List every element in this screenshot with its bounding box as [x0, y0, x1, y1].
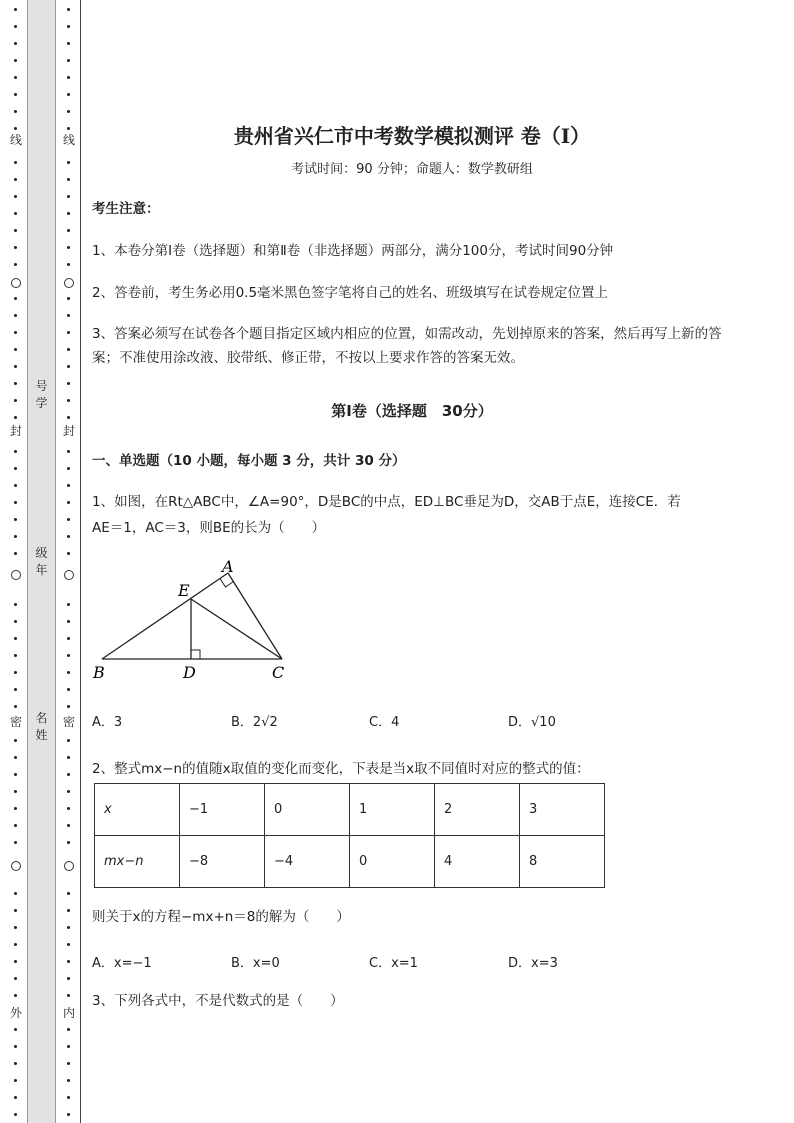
notice-heading: 考生注意： — [92, 201, 160, 217]
binding-dot — [14, 331, 17, 334]
binding-dot — [14, 1028, 17, 1031]
binding-dot — [67, 620, 70, 623]
binding-dot — [67, 484, 70, 487]
binding-dot — [67, 246, 70, 249]
binding-dot — [14, 1096, 17, 1099]
binding-dot — [67, 926, 70, 929]
binding-dot — [67, 25, 70, 28]
binding-dot — [67, 161, 70, 164]
binding-dot — [14, 382, 17, 385]
binding-dot — [67, 331, 70, 334]
binding-dot — [14, 467, 17, 470]
binding-dot — [67, 110, 70, 113]
segment-ec — [191, 599, 282, 659]
name-label: 名姓 — [35, 711, 48, 742]
question-1-option-b[interactable]: B．2√2 — [231, 715, 278, 730]
binding-dot — [67, 1028, 70, 1031]
seal-char: 封 — [62, 424, 75, 438]
part-heading: 一、单选题（10 小题，每小题 3 分，共计 30 分） — [92, 453, 406, 469]
value-table — [94, 783, 605, 888]
binding-dot — [14, 943, 17, 946]
segment-ba — [102, 573, 228, 659]
binding-dot — [67, 127, 70, 130]
question-2-followup: 则关于x的方程−mx+n＝8的解为（ ） — [92, 909, 350, 925]
binding-circle — [11, 570, 21, 580]
binding-dot — [67, 365, 70, 368]
binding-dot — [14, 76, 17, 79]
binding-dot — [67, 671, 70, 674]
binding-dot — [67, 518, 70, 521]
binding-dot — [67, 790, 70, 793]
binding-dot — [14, 892, 17, 895]
binding-dot — [14, 484, 17, 487]
student-info-band — [27, 0, 56, 1123]
binding-dot — [67, 705, 70, 708]
table-cell: 2 — [435, 784, 520, 836]
binding-dot — [67, 773, 70, 776]
seal-char: 密 — [62, 715, 75, 729]
binding-dot — [67, 977, 70, 980]
binding-dot — [14, 824, 17, 827]
binding-dot — [14, 705, 17, 708]
binding-dot — [67, 178, 70, 181]
question-1-stem-cont: AE＝1，AC＝3，则BE的长为（ ） — [92, 520, 326, 536]
binding-dot — [14, 297, 17, 300]
binding-dot — [14, 178, 17, 181]
page-title: 贵州省兴仁市中考数学模拟测评 卷（Ⅰ） — [233, 124, 591, 148]
binding-dot — [67, 552, 70, 555]
question-1-option-a[interactable]: A．3 — [92, 715, 123, 730]
binding-dot — [14, 756, 17, 759]
table-row — [95, 836, 605, 888]
binding-dot — [67, 1113, 70, 1116]
seal-char: 线 — [9, 133, 22, 147]
binding-dot — [14, 807, 17, 810]
binding-dot — [14, 229, 17, 232]
binding-dot — [14, 518, 17, 521]
inner-seal-line — [61, 0, 77, 1123]
binding-dot — [67, 467, 70, 470]
binding-dot — [14, 450, 17, 453]
binding-dot — [14, 603, 17, 606]
table-cell: 0 — [265, 784, 350, 836]
binding-dot — [14, 42, 17, 45]
binding-dot — [67, 654, 70, 657]
binding-circle — [64, 861, 74, 871]
binding-dot — [14, 841, 17, 844]
binding-dot — [14, 365, 17, 368]
seal-char: 外 — [9, 1006, 22, 1020]
binding-dot — [67, 1062, 70, 1065]
binding-circle — [64, 570, 74, 580]
binding-dot — [14, 535, 17, 538]
binding-dot — [67, 739, 70, 742]
binding-dot — [67, 59, 70, 62]
binding-dot — [67, 399, 70, 402]
binding-dot — [67, 603, 70, 606]
student-id-label: 号学 — [35, 379, 48, 410]
label-d: D — [183, 663, 196, 682]
binding-dot — [14, 773, 17, 776]
table-cell: 0 — [350, 836, 435, 888]
binding-dot — [67, 450, 70, 453]
binding-margin — [0, 0, 84, 1123]
binding-dot — [14, 1045, 17, 1048]
binding-dot — [14, 501, 17, 504]
binding-dot — [67, 535, 70, 538]
binding-dot — [14, 110, 17, 113]
right-angle-a — [220, 579, 234, 588]
binding-dot — [14, 1062, 17, 1065]
outer-seal-line — [8, 0, 24, 1123]
binding-dot — [14, 637, 17, 640]
binding-dot — [14, 926, 17, 929]
binding-dot — [67, 93, 70, 96]
binding-dot — [14, 960, 17, 963]
binding-dot — [14, 994, 17, 997]
binding-dot — [67, 824, 70, 827]
question-2-option-b[interactable]: B．x=0 — [231, 956, 280, 971]
binding-dot — [67, 637, 70, 640]
seal-char: 封 — [9, 424, 22, 438]
binding-dot — [14, 654, 17, 657]
question-2-option-a[interactable]: A．x=−1 — [92, 956, 152, 971]
binding-dot — [14, 399, 17, 402]
question-1-option-c[interactable]: C．4 — [369, 715, 400, 730]
segment-ac — [228, 573, 282, 659]
binding-dot — [67, 195, 70, 198]
table-cell: −8 — [180, 836, 265, 888]
binding-dot — [14, 620, 17, 623]
binding-dot — [67, 229, 70, 232]
binding-dot — [67, 807, 70, 810]
binding-dot — [67, 8, 70, 11]
page-subtitle: 考试时间：90 分钟；命题人：数学教研组 — [291, 162, 533, 177]
table-cell: 3 — [520, 784, 605, 836]
table-cell: −4 — [265, 836, 350, 888]
binding-dot — [14, 671, 17, 674]
binding-dot — [67, 263, 70, 266]
binding-dot — [14, 161, 17, 164]
binding-dot — [67, 501, 70, 504]
binding-dot — [67, 756, 70, 759]
binding-dot — [14, 1113, 17, 1116]
label-c: C — [272, 663, 285, 682]
binding-dot — [67, 348, 70, 351]
binding-dot — [67, 892, 70, 895]
binding-dot — [14, 25, 17, 28]
binding-circle — [64, 278, 74, 288]
seal-char: 线 — [62, 133, 75, 147]
binding-dot — [14, 977, 17, 980]
notice-item: 1、本卷分第Ⅰ卷（选择题）和第Ⅱ卷（非选择题）两部分，满分100分，考试时间90分钟 — [92, 243, 614, 259]
binding-dot — [67, 841, 70, 844]
section-title: 第Ⅰ卷（选择题 30分） — [331, 402, 493, 420]
binding-dot — [67, 416, 70, 419]
binding-dot — [67, 688, 70, 691]
binding-dot — [14, 314, 17, 317]
table-cell: x — [95, 784, 180, 836]
binding-dot — [14, 59, 17, 62]
table-cell: 1 — [350, 784, 435, 836]
binding-dot — [67, 1096, 70, 1099]
binding-dot — [67, 76, 70, 79]
binding-dot — [14, 93, 17, 96]
binding-dot — [14, 1079, 17, 1082]
grade-label: 级年 — [35, 546, 48, 577]
binding-dot — [67, 212, 70, 215]
binding-dot — [67, 909, 70, 912]
binding-dot — [67, 382, 70, 385]
binding-dot — [14, 348, 17, 351]
table-row — [95, 784, 605, 836]
label-e: E — [178, 581, 190, 600]
notice-item: 3、答案必须写在试卷各个题目指定区域内相应的位置，如需改动，先划掉原来的答案，然后再写上新的答案；不准使用涂改液、胶带纸、修正带，不按以上要求作答的答案无效。 — [92, 326, 722, 366]
binding-dot — [67, 297, 70, 300]
table-cell: 4 — [435, 836, 520, 888]
question-1-stem: 1、如图，在Rt△ABC中，∠A=90°，D是BC的中点，ED⊥BC垂足为D，交AB于点E，连接CE．若 — [92, 494, 681, 510]
binding-dot — [14, 416, 17, 419]
question-2-option-c[interactable]: C．x=1 — [369, 956, 418, 971]
binding-dot — [14, 739, 17, 742]
right-angle-d — [191, 650, 200, 659]
label-b: B — [93, 663, 105, 682]
binding-dot — [67, 1045, 70, 1048]
binding-dot — [14, 195, 17, 198]
binding-dot — [67, 994, 70, 997]
margin-border-line — [80, 0, 81, 1123]
table-cell: mx−n — [95, 836, 180, 888]
triangle-figure — [92, 555, 302, 685]
binding-dot — [14, 688, 17, 691]
binding-dot — [14, 127, 17, 130]
binding-dot — [14, 909, 17, 912]
seal-char: 密 — [9, 715, 22, 729]
binding-circle — [11, 861, 21, 871]
question-1-option-d[interactable]: D．√10 — [508, 715, 556, 730]
binding-dot — [67, 943, 70, 946]
binding-dot — [67, 1079, 70, 1082]
binding-circle — [11, 278, 21, 288]
binding-dot — [14, 552, 17, 555]
question-3-stem: 3、下列各式中，不是代数式的是（ ） — [92, 993, 344, 1009]
question-2-option-d[interactable]: D．x=3 — [508, 956, 558, 971]
binding-dot — [67, 314, 70, 317]
binding-dot — [14, 246, 17, 249]
label-a: A — [222, 557, 234, 576]
binding-dot — [14, 790, 17, 793]
binding-dot — [14, 212, 17, 215]
binding-dot — [14, 8, 17, 11]
notice-item: 2、答卷前，考生务必用0.5毫米黑色签字笔将自己的姓名、班级填写在试卷规定位置上 — [92, 285, 609, 301]
table-cell: −1 — [180, 784, 265, 836]
binding-dot — [67, 960, 70, 963]
question-2-stem: 2、整式mx−n的值随x取值的变化而变化，下表是当x取不同值时对应的整式的值： — [92, 761, 590, 777]
table-cell: 8 — [520, 836, 605, 888]
seal-char: 内 — [62, 1006, 75, 1020]
binding-dot — [67, 42, 70, 45]
binding-dot — [14, 263, 17, 266]
